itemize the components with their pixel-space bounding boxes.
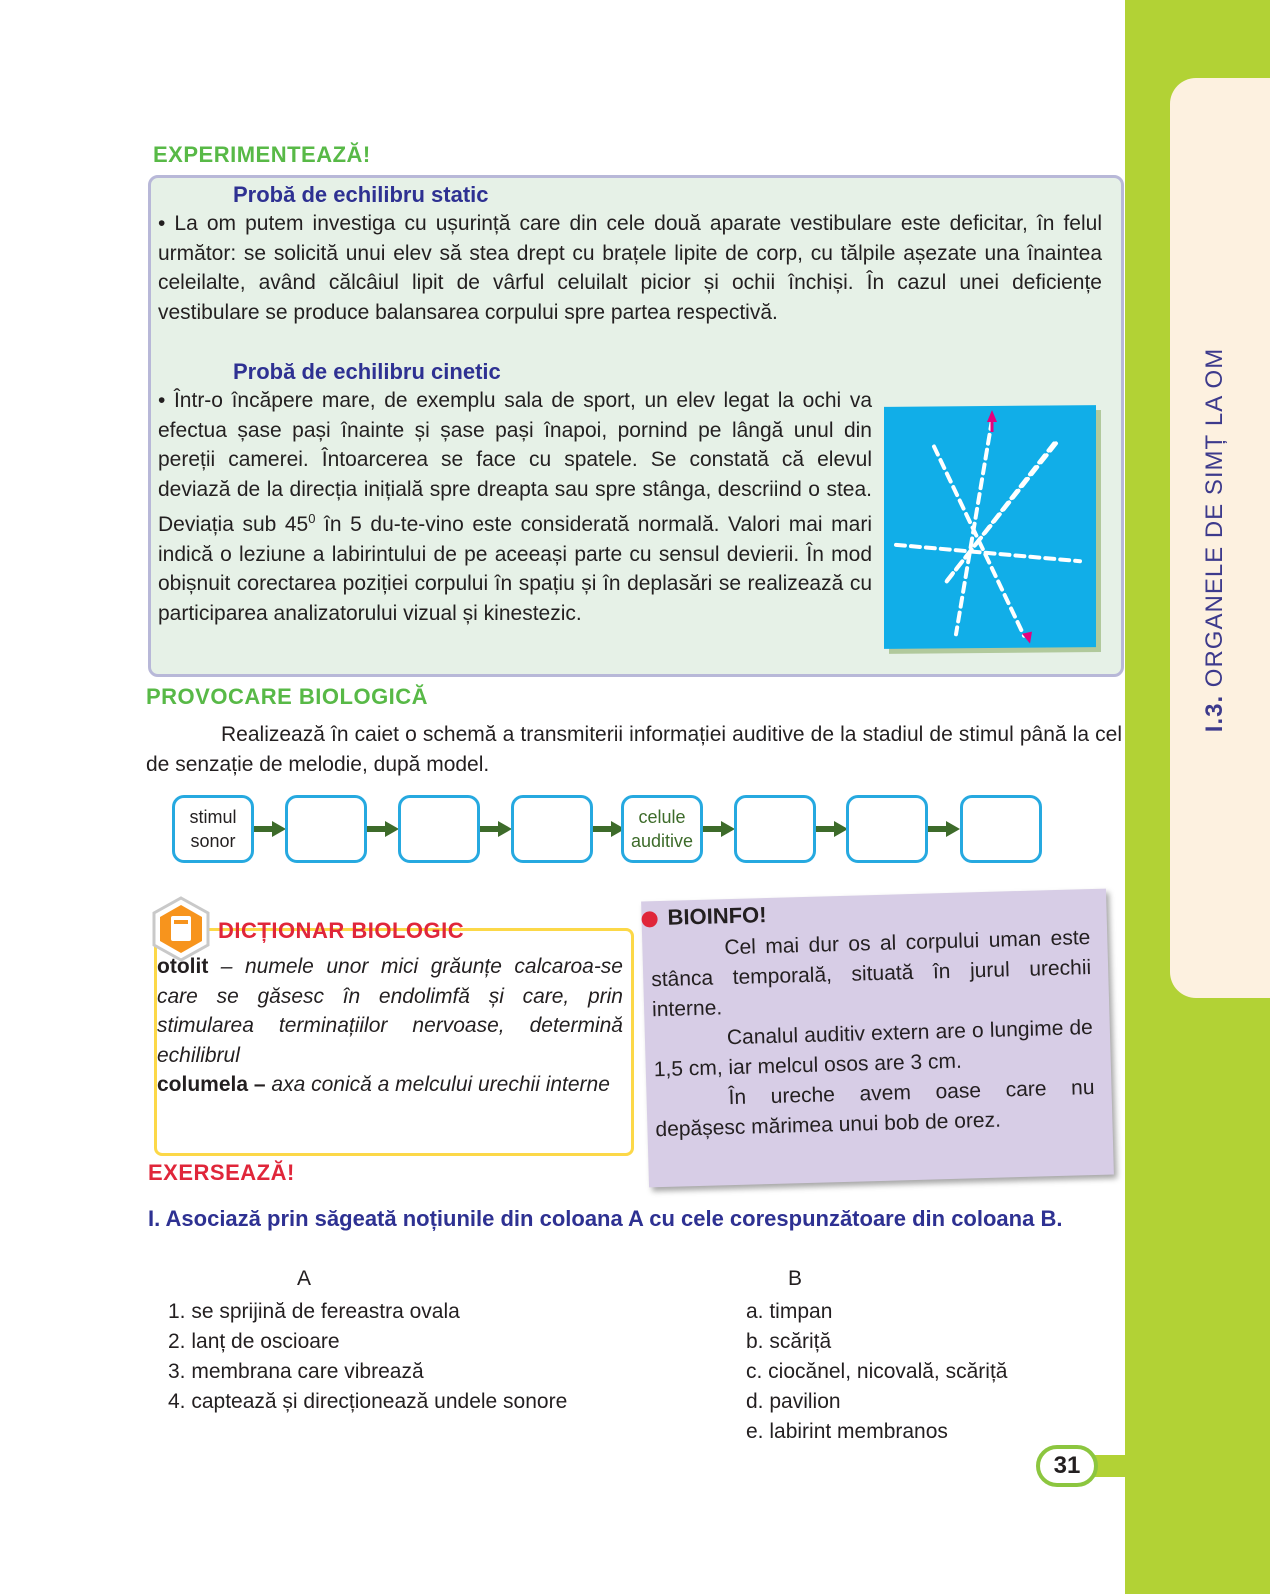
star-path-illustration: [884, 405, 1096, 649]
static-test-title: Probă de echilibru static: [233, 182, 489, 207]
column-b-item[interactable]: a. timpan: [746, 1300, 833, 1323]
flow-arrow-icon: [703, 821, 735, 837]
dictionary-entries: [157, 952, 623, 1100]
flow-arrow-icon: [928, 821, 960, 837]
column-a-item[interactable]: 4. captează și direcționează undele sonore: [168, 1390, 568, 1413]
kinetic-test-text: [158, 386, 872, 628]
column-a-label: A: [297, 1267, 312, 1290]
flow-arrow-icon: [367, 821, 399, 837]
challenge-heading: PROVOCARE BIOLOGICĂ: [146, 684, 429, 709]
kinetic-test-title: Probă de echilibru cinetic: [233, 359, 501, 384]
flow-box-stimulus: stimul sonor: [172, 795, 254, 863]
column-b-list: [746, 1297, 1007, 1447]
column-b-item[interactable]: e. labirint membranos: [746, 1420, 948, 1443]
chapter-title: ORGANELE DE SIMȚ LA OM: [1201, 347, 1228, 688]
exercise-heading: EXERSEAZĂ!: [148, 1160, 295, 1185]
flow-box-empty[interactable]: [285, 795, 367, 863]
column-b-item[interactable]: c. ciocănel, nicovală, scăriță: [746, 1360, 1008, 1383]
column-a-item[interactable]: 1. se sprijină de fereastra ovala: [168, 1300, 460, 1323]
flow-arrow-icon: [816, 821, 848, 837]
static-test-text: • La om putem investiga cu ușurință care din cele două aparate vestibulare este deficitar, în felul următor: se solicită unui elev să stea drept cu brațele lipite de corp, cu tălpile așezate una înaintea celeilalte, având călcâiul lipit de vârful celuilalt picior și ochii închiși. În cazul unei deficiențe vestibulare se produce balansarea corpului spre partea respectivă.: [158, 212, 1102, 324]
column-b-item[interactable]: b. scăriță: [746, 1330, 832, 1353]
challenge-text: Realizează în caiet o schemă a transmiterii informației auditive de la stadiul de stimul până la cel de senzație de melodie, după model.: [146, 723, 1122, 776]
column-a-item[interactable]: 3. membrana care vibrează: [168, 1360, 424, 1383]
exercise-instruction: I. Asociază prin săgeată noțiunile din coloana A cu cele corespunzătoare din coloana B.: [148, 1206, 1063, 1231]
column-b-label: B: [788, 1267, 803, 1290]
bioinfo-heading: BIOINFO!: [667, 902, 767, 930]
flow-box-empty[interactable]: [734, 795, 816, 863]
dictionary-def-otolit: – numele unor mici grăunțe calcaroa-se care se găsesc în endolimfă și care, prin stimularea terminațiilor nervoase, determină echilibrul: [157, 955, 623, 1067]
star-path-svg: [884, 405, 1096, 649]
bioinfo-paragraph: În ureche avem oase care nu depășesc mărimea unui bob de orez.: [655, 1075, 1095, 1142]
chapter-side-title: [1195, 330, 1235, 750]
red-dot-icon: [641, 911, 657, 927]
dictionary-term-otolit: otolit: [157, 955, 209, 978]
degree-superscript: 0: [308, 511, 316, 526]
page-number: 31: [1036, 1445, 1098, 1487]
column-a-list: [168, 1297, 567, 1417]
column-a-item[interactable]: 2. lanț de oscioare: [168, 1330, 340, 1353]
kinetic-text-part2: în 5 du-te-vino este considerată normală. Valori mai mari indică o leziune a labirintului de pe aceeași parte cu sensul devierii. În mod obișnuit corectarea poziției corpului în spațiu și în deplasări se realizează cu participarea analizatorului vizual și kinestezic.: [158, 513, 872, 625]
dictionary-term-columela: columela –: [157, 1073, 266, 1096]
flow-box-empty[interactable]: [960, 795, 1042, 863]
dictionary-def-columela: axa conică a melcului urechii interne: [265, 1073, 610, 1096]
bioinfo-paragraph: Cel mai dur os al corpului uman este stânca temporală, situată în jurul urechii interne.: [650, 926, 1092, 1022]
column-b-item[interactable]: d. pavilion: [746, 1390, 841, 1413]
flow-box-empty[interactable]: [398, 795, 480, 863]
kinetic-text-part1: • Într-o încăpere mare, de exemplu sala de sport, un elev legat la ochi va efectua șase pași înainte și șase pași înapoi, pornind pe lângă unul din pereții camerei. Întoarcerea se face cu spatele. Se constată că elevul deviază de la direcția inițială spre dreapta sau spre stânga, descriind o stea. Deviația sub 45: [158, 389, 872, 536]
chapter-number: I.3.: [1201, 694, 1228, 733]
bioinfo-note: [641, 889, 1114, 1188]
bioinfo-paragraph: Canalul auditiv extern are o lungime de 1,5 cm, iar melcul osos are 3 cm.: [653, 1015, 1094, 1082]
flow-box-empty[interactable]: [846, 795, 928, 863]
flow-box-empty[interactable]: [511, 795, 593, 863]
flow-arrow-icon: [254, 821, 286, 837]
dictionary-heading: DICȚIONAR BIOLOGIC: [218, 918, 465, 943]
experiment-heading: EXPERIMENTEAZĂ!: [153, 142, 371, 167]
bioinfo-text: [650, 923, 1096, 1145]
flow-arrow-icon: [480, 821, 512, 837]
flow-box-auditory-cells: celule auditive: [621, 795, 703, 863]
